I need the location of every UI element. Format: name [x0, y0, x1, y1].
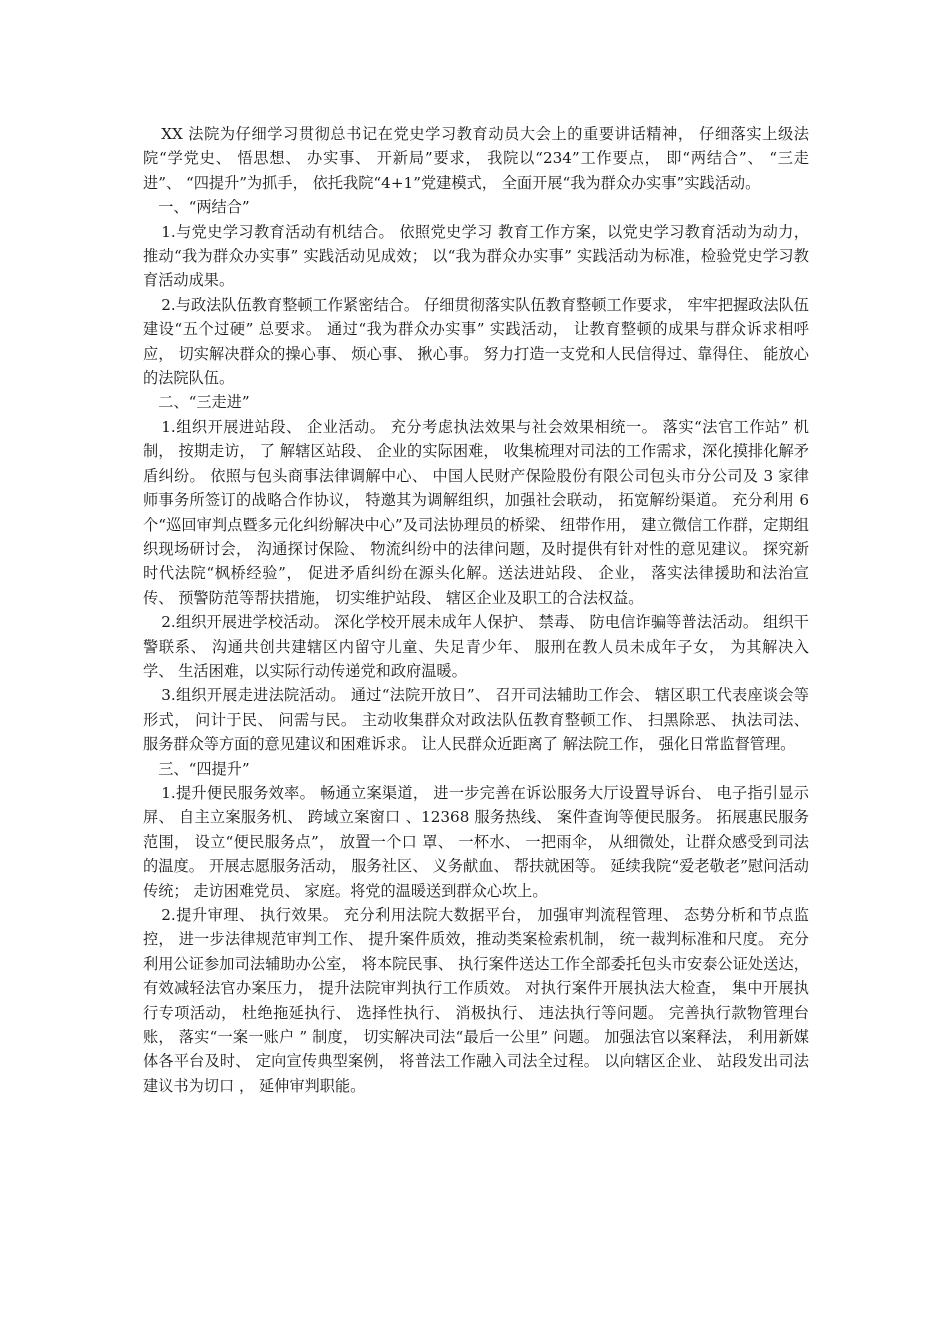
paragraph-2-3: 3.组织开展走进法院活动。 通过“法院开放日”、 召开司法辅助工作会、 辖区职工代表座谈会等形式， 问计于民、 问需与民。 主动收集群众对政法队伍教育整顿工作、 扫黑除恶、 执法司法、 服务群众等方面的意见建议和困难诉求。 让人民群众近距离了 解法院工作， 强化日常监督管理。 — [143, 686, 809, 754]
paragraph-2-2: 2.组织开展进学校活动。 深化学校开展未成年人保护、 禁毒、 防电信诈骗等普法活动。 组织干警联系、 沟通共创共建辖区内留守儿童、失足青少年、 服刑在教人员未成年子女， 为其解决入学、 生活困难，以实际行动传递党和政府温暖。 — [143, 613, 809, 680]
section-heading-two-combinations: 一、“两结合” — [158, 198, 250, 217]
document-body — [143, 122, 809, 1098]
paragraph-1-1: 1.与党史学习教育活动有机结合。 依照党史学习 教育工作方案，以党史学习教育活动为动力， 推动“我为群众办实事” 实践活动见成效； 以“我为群众办实事” 实践活动为标准，检验党史学习教育活动成果。 — [143, 222, 809, 290]
section-heading-four-improvements: 三、“四提升” — [158, 759, 250, 778]
paragraph-3-2: 2.提升审理、 执行效果。 充分利用法院大数据平台， 加强审判流程管理、 态势分析和节点监控， 进一步法律规范审判工作、 提升案件质效，推动类案检索机制， 统一裁判标准和尺度。 充分利用公证参加司法辅助办公室， 将本院民事、 执行案件送达工作全部委托包头市安泰公证处送达， 有效减轻法官办案压力， 提升法院审判执行工作质效。 对执行案件开展执法大检查， 集中开展执行专项活动， 杜绝拖延执行、 选择性执行、 消极执行、 违法执行等问题。 完善执行款物管理台账， 落实“一案一账户 ” 制度， 切实解决司法“最后一公里” 问题。 加强法官以案释法， 利用新媒体各平台及时、 定向宣传典型案例， 将普法工作融入司法全过程。 以向辖区企业、 站段发出司法建议书为切口 ， 延伸审判职能。 — [143, 906, 809, 1095]
paragraph-3-1: 1.提升便民服务效率。 畅通立案渠道， 进一步完善在诉讼服务大厅设置导诉台、 电子指引显示屏、 自主立案服务机、 跨域立案窗口 、12368 服务热线、 案件查询等便民服务。 拓展惠民服务范围， 设立“便民服务点”， 放置一个口 罩、 一杯水、 一把雨伞， 从细微处，让群众感受到司法的温度。 开展志愿服务活动， 服务社区、 义务献血、 帮扶就困等。 延续我院“爱老敬老”慰问活动传统； 走访困难党员、 家庭。将党的温暖送到群众心坎上。 — [143, 783, 809, 900]
intro-paragraph: XX 法院为仔细学习贯彻总书记在党史学习教育动员大会上的重要讲话精神， 仔细落实上级法院“学党史、 悟思想、 办实事、 开新局”要求， 我院以“234”工作要点， 即“两结合”、 “三走进”、 “四提升”为抓手， 依托我院“4+1”党建模式， 全面开展“我为群众办实事”实践活动。 — [143, 125, 809, 192]
paragraph-1-2: 2.与政法队伍教育整顿工作紧密结合。 仔细贯彻落实队伍教育整顿工作要求， 牢牢把握政法队伍建设“五个过硬” 总要求。 通过“我为群众办实事” 实践活动， 让教育整顿的成果与群众诉求相呼应， 切实解决群众的操心事、 烦心事、 揪心事。 努力打造一支党和人民信得过、靠得住、 能放心的法院队伍。 — [143, 295, 809, 388]
paragraph-2-1: 1.组织开展进站段、 企业活动。 充分考虑执法效果与社会效果相统一。 落实“法官工作站” 机制， 按期走访， 了 解辖区站段、 企业的实际困难， 收集梳理对司法的工作需求，深化摸排化解矛盾纠纷。 依照与包头商事法律调解中心、 中国人民财产保险股份有限公司包头市分公司及 3 家律师事务所签订的战略合作协议， 特邀其为调解组织，加强社会联动， 拓宽解纷渠道。 充分利用 6 个“巡回审判点暨多元化纠纷解决中心”及司法协理员的桥梁、 纽带作用， 建立微信工作群，定期组织现场研讨会， 沟通探讨保险、 物流纠纷中的法律问题，及时提供有针对性的意见建议。 探究新时代法院“枫桥经验”， 促进矛盾纠纷在源头化解。送法进站段、 企业， 落实法律援助和法治宣传、 预警防范等帮扶措施， 切实维护站段、 辖区企业及职工的合法权益。 — [143, 417, 809, 607]
section-heading-three-visits: 二、“三走进” — [158, 393, 250, 412]
